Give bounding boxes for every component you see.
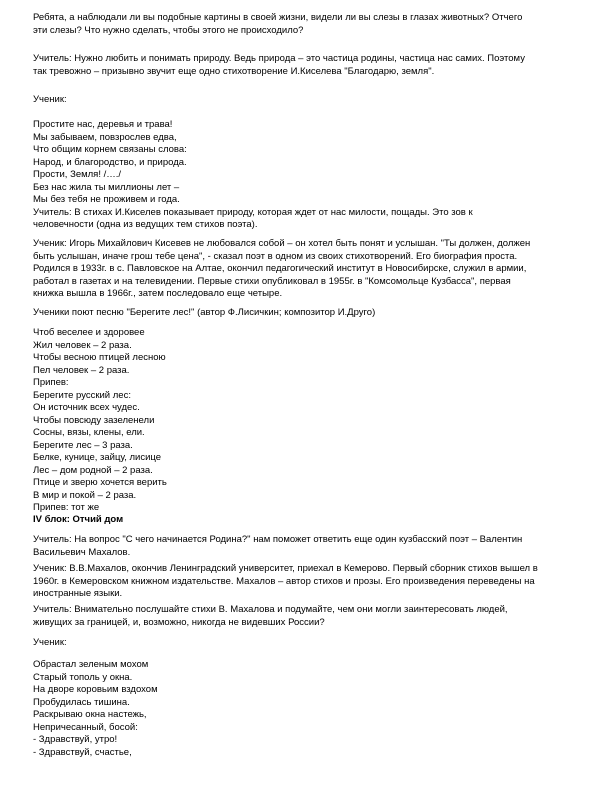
poem-line: Простите нас, деревья и трава! bbox=[33, 119, 173, 130]
poem-line: На дворе коровьим вздохом bbox=[33, 684, 158, 695]
poem-line: Старый тополь у окна. bbox=[33, 671, 133, 683]
text-line: эти слезы? Что нужно сделать, чтобы этого не происходило? bbox=[33, 24, 304, 36]
poem-kiselev bbox=[33, 119, 589, 232]
text-line: Ученик: bbox=[33, 637, 67, 648]
text-line: Учитель: На вопрос "С чего начинается Родина?" нам поможет ответить еще один кузбасский поэт – Валентин bbox=[33, 534, 523, 545]
text-line: быть услышан, иначе грош тебе цена", - сказал поэт в одном из своих стихотворений. Его биография проста. bbox=[33, 250, 518, 262]
text-line: Васильевич Махалов. bbox=[33, 546, 131, 558]
poem-line: Чтобы повсюду зазеленели bbox=[33, 414, 155, 426]
poem-line: Припев: bbox=[33, 377, 69, 388]
poem-line: Белке, кунице, зайцу, лисице bbox=[33, 452, 162, 463]
poem-song bbox=[33, 327, 589, 515]
paragraph-biography-kiselev bbox=[33, 238, 589, 301]
poem-line: Сосны, вязы, клены, ели. bbox=[33, 427, 145, 438]
paragraph-teacher-homeland bbox=[33, 534, 589, 559]
poem-makhalov bbox=[33, 659, 589, 759]
text-line: Ученик: В.В.Махалов, окончив Ленинградский университет, приехал в Кемерово. Первый сборник стихов вышел в bbox=[33, 563, 538, 574]
paragraph-teacher-listen bbox=[33, 604, 589, 629]
text-line: Учитель: Внимательно послушайте стихи В. Махалова и подумайте, чем они могли заинтересовать людей, bbox=[33, 604, 508, 615]
poem-line: - Здравствуй, счастье, bbox=[33, 746, 132, 758]
poem-line: Без нас жила ты миллионы лет – bbox=[33, 181, 180, 193]
paragraph-song-intro bbox=[33, 307, 589, 320]
text-line: живущих за границей, и, возможно, никогда не видевших России? bbox=[33, 616, 325, 628]
poem-line: Пел человек – 2 раза. bbox=[33, 364, 130, 376]
poem-line: Чтоб веселее и здоровее bbox=[33, 327, 145, 338]
poem-line: Чтобы весною птицей лесною bbox=[33, 352, 166, 363]
text-line: Ребята, а наблюдали ли вы подобные картины в своей жизни, видели ли вы слезы в глазах животных? Отчего bbox=[33, 12, 523, 23]
poem-line: Припев: тот же bbox=[33, 502, 100, 513]
text-line: Ученик: bbox=[33, 94, 67, 105]
poem-line: Пробудилась тишина. bbox=[33, 696, 130, 708]
text-line: человечности (одна из ведущих тем стихов поэта). bbox=[33, 219, 258, 230]
poem-line: Он источник всех чудес. bbox=[33, 402, 140, 413]
poem-line: Берегите лес – 3 раза. bbox=[33, 439, 133, 451]
text-line: работал в газетах и на телевидении. Первые стихи опубликовал в 1955г. в "Комсомольце Кузбасса", первая bbox=[33, 275, 511, 287]
paragraph-student-label bbox=[33, 94, 589, 107]
poem-line: Что общим корнем связаны слова: bbox=[33, 144, 187, 155]
text-line: Ученики поют песню "Берегите лес!" (автор Ф.Лисичкин; композитор И.Друго) bbox=[33, 307, 376, 318]
poem-line: Берегите русский лес: bbox=[33, 389, 131, 401]
text-line: Учитель: В стихах И.Киселев показывает природу, которая ждет от нас милости, пощады. Это зов к bbox=[33, 206, 473, 218]
poem-line: Раскрываю окна настежь, bbox=[33, 709, 147, 720]
poem-line: Непричесанный, босой: bbox=[33, 721, 138, 733]
poem-line: Народ, и благородство, и природа. bbox=[33, 156, 187, 168]
paragraph-biography-makhalov bbox=[33, 563, 589, 601]
poem-line: Птице и зверю хочется верить bbox=[33, 477, 167, 488]
paragraph-teacher-nature bbox=[33, 53, 589, 78]
text-line: так тревожно – призывно звучит еще одно стихотворение И.Киселева "Благодарю, земля". bbox=[33, 65, 435, 77]
text-line: книжка вышла в 1966г., затем последовало еще четыре. bbox=[33, 288, 283, 299]
poem-line: Обрастал зеленым мохом bbox=[33, 659, 149, 670]
text-line: 1960г. в Кемеровском книжном издательстве. Махалов – автор стихов и прозы. Его произведения переведены на bbox=[33, 575, 535, 587]
poem-line: Лес – дом родной – 2 раза. bbox=[33, 464, 153, 476]
poem-line: Жил человек – 2 раза. bbox=[33, 339, 132, 351]
text-line: Учитель: Нужно любить и понимать природу. Ведь природа – это частица родины, частица нас самих. Поэтому bbox=[33, 53, 525, 64]
paragraph-student-label-2 bbox=[33, 637, 589, 650]
poem-line: Мы забываем, повзрослев едва, bbox=[33, 131, 177, 143]
text-line: Ученик: Игорь Михайлович Кисевев не любовался собой – он хотел быть понят и услышан. "Ты должен, должен bbox=[33, 238, 531, 249]
paragraph-question bbox=[33, 12, 589, 37]
poem-line: Прости, Земля! /…./ bbox=[33, 169, 122, 180]
section-heading bbox=[33, 514, 589, 527]
text-line: Родился в 1933г. в с. Павловское на Алтае, окончил педагогический институт в Новосибирске, служил в армии, bbox=[33, 263, 527, 274]
heading-line: IV блок: Отчий дом bbox=[33, 514, 124, 525]
poem-line: В мир и покой – 2 раза. bbox=[33, 489, 137, 501]
poem-line: Мы без тебя не проживем и года. bbox=[33, 194, 180, 205]
text-line: иностранные языки. bbox=[33, 588, 123, 599]
poem-line: - Здравствуй, утро! bbox=[33, 734, 118, 745]
